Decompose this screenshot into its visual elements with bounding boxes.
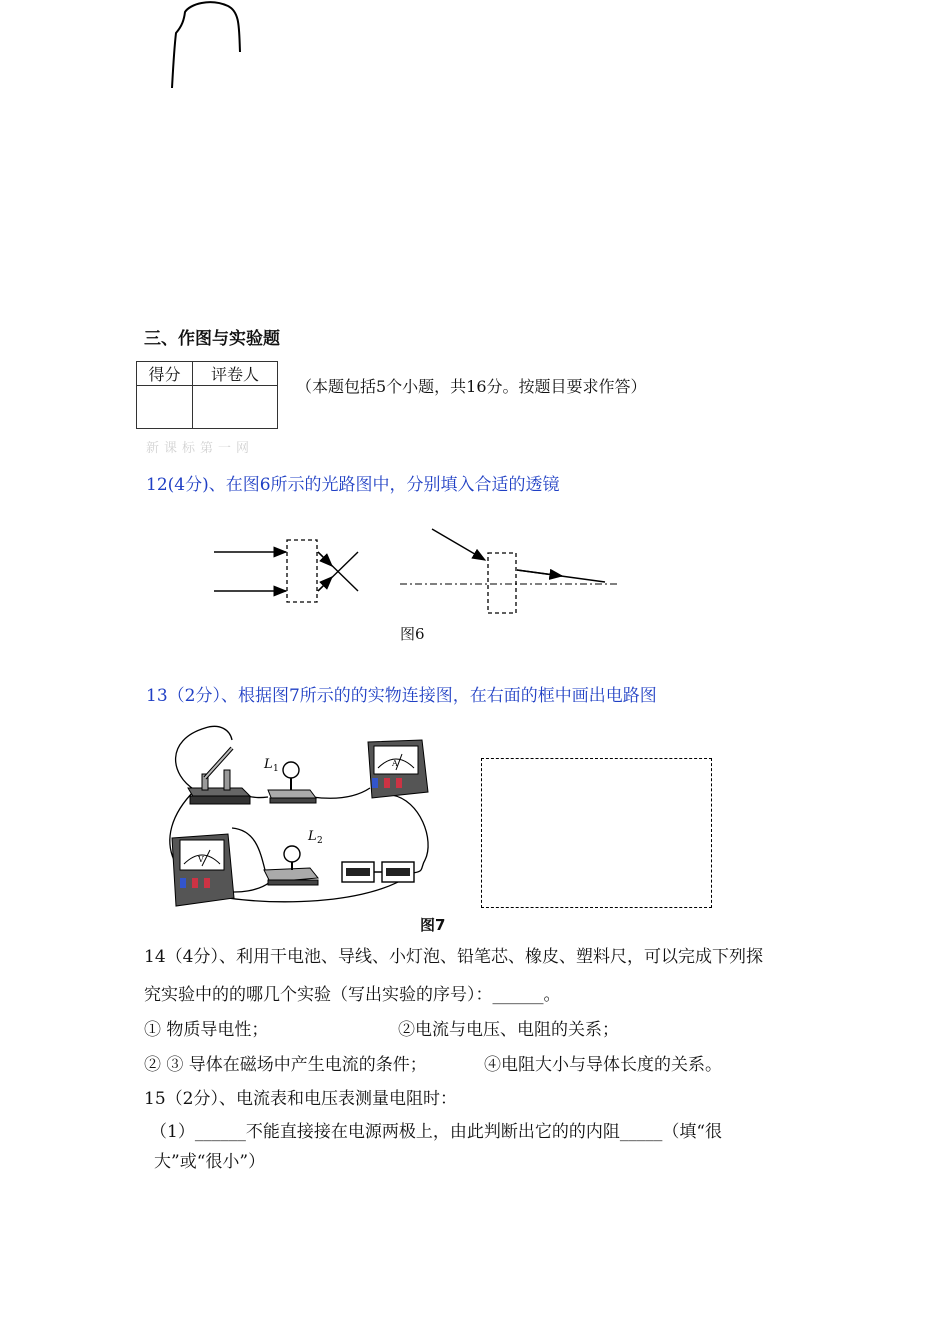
ammeter <box>368 740 428 798</box>
knife-switch <box>188 748 250 804</box>
figure-7-circuit <box>160 720 450 915</box>
optics-left-diagram <box>214 540 358 602</box>
section-title: 三、作图与实验题 <box>144 329 280 349</box>
question-15-sub1-line1: （1）______不能直接接在电源两极上，由此判断出它的的内阻_____（填“很 <box>150 1122 723 1142</box>
lens-box-left[interactable] <box>287 540 317 602</box>
grader-header: 评卷人 <box>193 362 278 386</box>
question-14-line2: 究实验中的的哪几个实验（写出实验的序号）：______。 <box>144 985 561 1005</box>
voltmeter <box>172 834 234 906</box>
option-3: ② ③ 导体在磁场中产生电流的条件； <box>144 1055 427 1075</box>
label-l2: L <box>308 829 317 844</box>
figure-7-caption: 图7 <box>420 916 446 934</box>
watermark: 新课标第一网 <box>146 441 255 456</box>
grader-cell[interactable] <box>193 386 278 429</box>
figure-6-optics <box>200 515 630 625</box>
bulb-l2 <box>264 829 323 885</box>
question-15: 15（2分）、电流表和电压表测量电阻时： <box>144 1089 457 1109</box>
battery-pack <box>342 862 414 882</box>
question-13: 13（2分）、根据图7所示的的实物连接图，在右面的框中画出电路图 <box>146 686 657 706</box>
label-l2-sub: 2 <box>317 836 323 846</box>
label-l1: L <box>264 757 273 772</box>
voltmeter-letter: V <box>198 855 204 864</box>
ammeter-letter: A <box>392 759 398 768</box>
option-1: ① 物质导电性； <box>144 1020 269 1040</box>
question-12: 12(4分)、在图6所示的光路图中，分别填入合适的透镜 <box>146 475 560 495</box>
option-4: ④电阻大小与导体长度的关系。 <box>484 1055 722 1075</box>
question-15-sub1-line2: 大”或“很小”） <box>154 1152 266 1172</box>
question-14-line1: 14（4分）、利用干电池、导线、小灯泡、铅笔芯、橡皮、塑料尺，可以完成下列探 <box>144 947 763 967</box>
score-table <box>136 361 278 429</box>
circuit-answer-box[interactable] <box>481 758 712 908</box>
score-header: 得分 <box>137 362 193 386</box>
label-l1-sub: 1 <box>273 764 279 774</box>
lens-box-right[interactable] <box>488 553 516 613</box>
handwritten-mark <box>160 0 250 95</box>
section-intro: （本题包括5个小题，共16分。按题目要求作答） <box>296 377 647 396</box>
option-2: ②电流与电压、电阻的关系； <box>398 1020 619 1040</box>
figure-6-caption: 图6 <box>400 625 425 643</box>
optics-right-diagram <box>400 529 620 613</box>
bulb-l1 <box>263 757 316 803</box>
score-cell[interactable] <box>137 386 193 429</box>
